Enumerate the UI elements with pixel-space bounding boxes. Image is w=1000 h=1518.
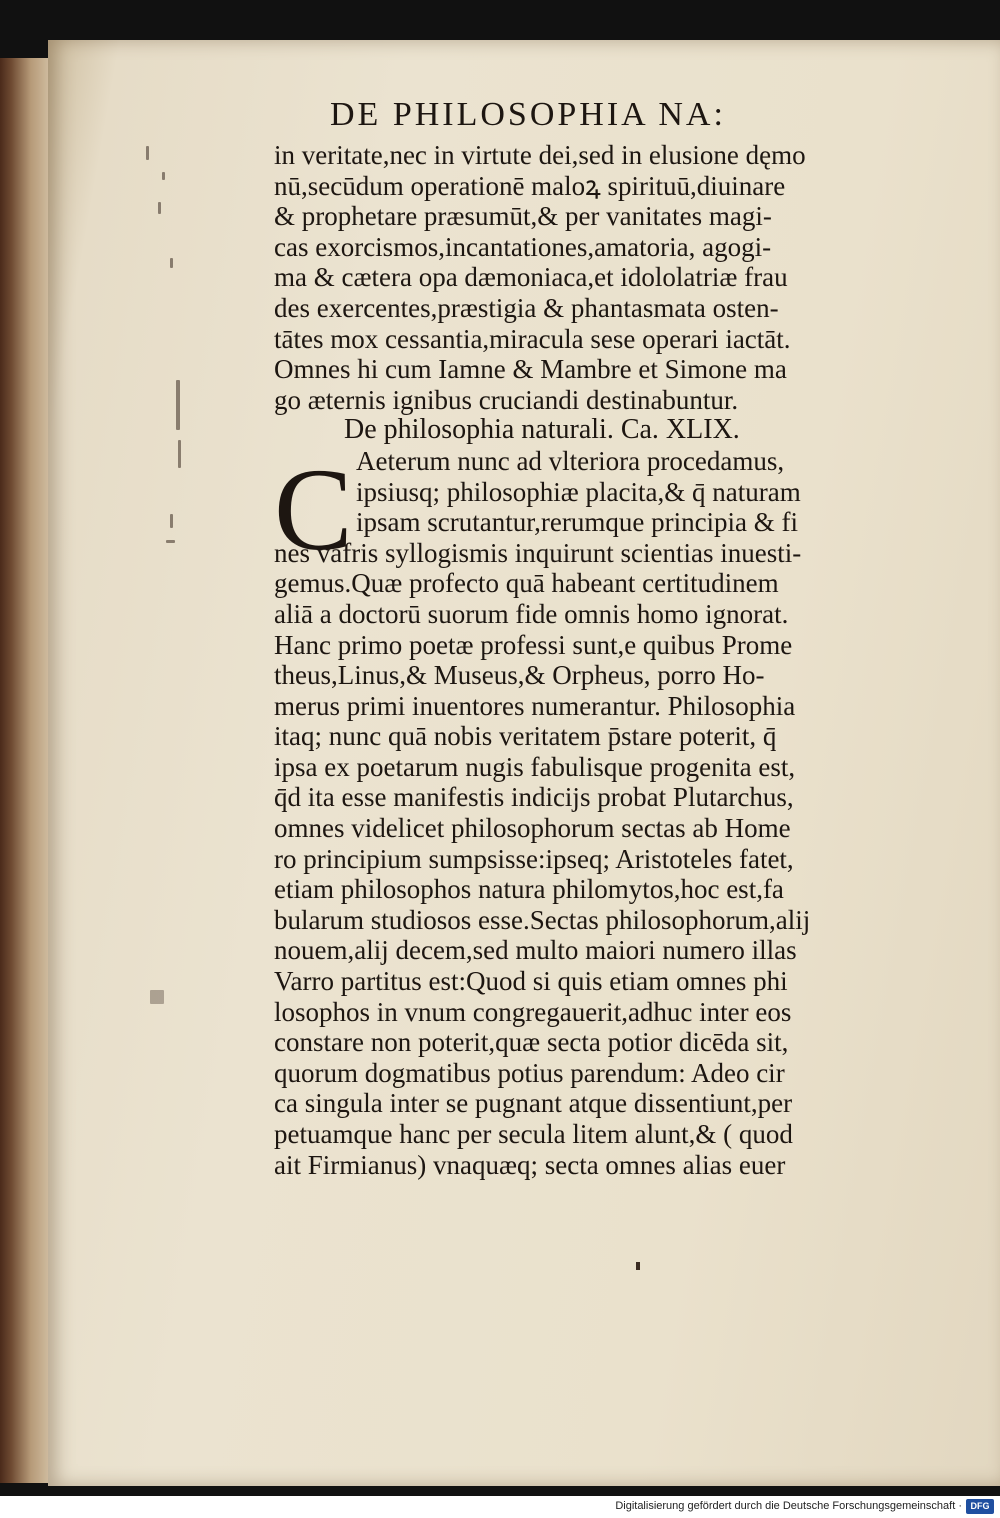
text-line: quorum dogmatibus potius parendum: Adeo cir	[274, 1057, 785, 1088]
text-line: itaq; nunc quā nobis veritatem p̄stare poterit, q̄	[274, 721, 777, 752]
text-line: q̄d ita esse manifestis indicijs probat Plutarchus,	[274, 782, 794, 813]
text-line: petuamque hanc per secula litem alunt,& ( quod	[274, 1119, 793, 1149]
text-line: in veritate,nec in virtute dei,sed in elusione dęmo	[274, 140, 806, 170]
text-line: Hanc primo poetæ professi sunt,e quibus Prome	[274, 629, 793, 660]
text-line: nes vafris syllogismis inquirunt scientias inuesti-	[274, 537, 802, 568]
text-line: constare non poterit,quæ secta potior dicēda sit,	[274, 1027, 789, 1058]
text-line: bularum studiosos esse.Sectas philosophorum,alij	[274, 904, 811, 935]
chapter-heading: De philosophia naturali. Ca. XLIX.	[344, 414, 740, 446]
text-line: Omnes hi cum Iamne & Mambre et Simone ma	[274, 354, 787, 385]
text-line: des exercentes,præstigia & phantasmata osten-	[274, 292, 779, 323]
text-line: merus primi inuentores numerantur. Philosophia	[274, 690, 796, 721]
text-line: aliā a doctorū suorum fide omnis homo ignorat.	[274, 598, 789, 629]
text-line: ma & cætera opa dæmoniaca,et idololatriæ frau	[274, 262, 788, 293]
margin-annotations	[140, 140, 190, 1040]
text-line: ipsa ex poetarum nugis fabulisque progenita est,	[274, 751, 796, 782]
digitization-footer	[0, 1496, 1000, 1518]
text-line: omnes videlicet philosophorum sectas ab Home	[274, 813, 791, 844]
text-line: cas exorcismos,incantationes,amatoria, agogi-	[274, 231, 772, 262]
text-line: tātes mox cessantia,miracula sese operari iactāt.	[274, 323, 791, 354]
text-line: ipsiusq; philosophiæ placita,& q̄ naturam	[356, 476, 801, 507]
text-line: ait Firmianus) vnaquæq; secta omnes alias euer	[274, 1149, 786, 1180]
text-line: Aeterum nunc ad vlteriora procedamus,	[356, 445, 785, 476]
drop-cap-initial: C	[274, 444, 353, 575]
funding-credit: Digitalisierung gefördert durch die Deutsche Forschungsgemeinschaft ·	[615, 1500, 962, 1512]
text-line: Varro partitus est:Quod si quis etiam omnes phi	[274, 966, 788, 997]
text-line: theus,Linus,& Museus,& Orpheus, porro Ho-	[274, 660, 765, 691]
ink-mark	[636, 1262, 640, 1270]
dfg-logo: DFG	[966, 1499, 994, 1514]
text-body	[274, 140, 944, 1180]
text-line: losophos in vnum congregauerit,adhuc inter eos	[274, 996, 792, 1027]
text-line: go æternis ignibus cruciandi destinabuntur.	[274, 384, 739, 415]
text-line: gemus.Quæ profecto quā habeant certitudinem	[274, 568, 779, 599]
text-line: ro principium sumpsisse:ipseq; Aristoteles fatet,	[274, 843, 794, 874]
running-head: DE PHILOSOPHIA NA:	[330, 96, 726, 133]
text-line: nouem,alij decem,sed multo maiori numero illas	[274, 935, 797, 966]
text-line: nū,secūdum operationē maloꝝ spirituū,diuinare	[274, 170, 786, 201]
text-line: & prophetare præsumūt,& per vanitates magi-	[274, 201, 772, 232]
text-line: etiam philosophos natura philomytos,hoc est,fa	[274, 874, 784, 905]
text-line: ipsam scrutantur,rerumque principia & fi	[356, 507, 799, 538]
text-line: ca singula inter se pugnant atque dissentiunt,per	[274, 1088, 793, 1119]
